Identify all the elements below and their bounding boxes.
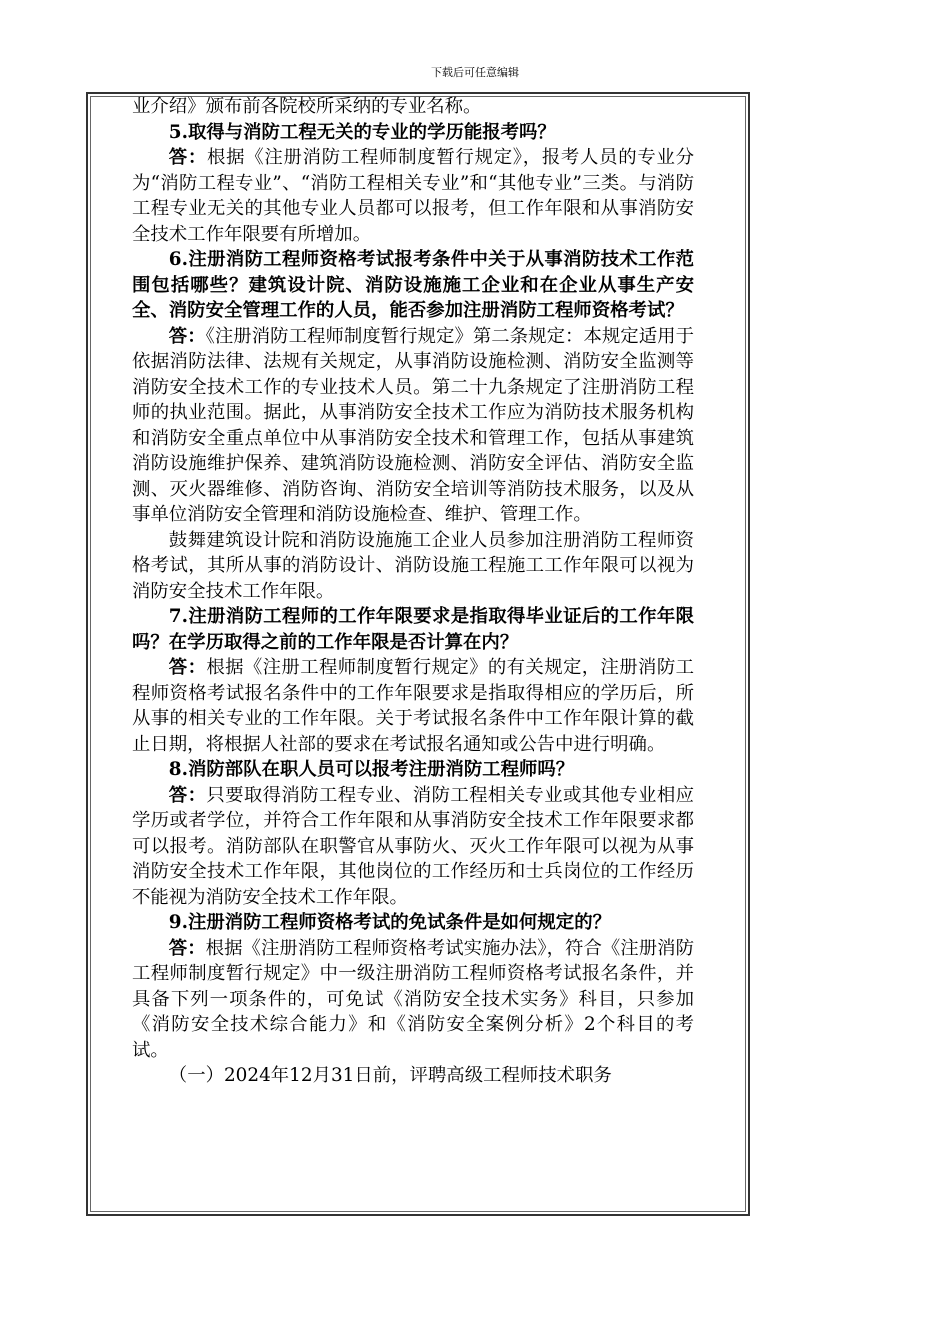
answer-text: 根据《注册工程师制度暂行规定》的有关规定，注册消防工程师资格考试报名条件中的工作年限要求是指取得相应的学历后，所从事的相关专业的工作年限。关于考试报名条件中工作年限计算的截止日期，将根据人社部的要求在考试报名通知或公告中进行明确。 xyxy=(132,657,694,755)
answer-text: 根据《注册消防工程师制度暂行规定》，报考人员的专业分为“消防工程专业”、“消防工程相关专业”和“其他专业”三类。与消防工程专业无关的其他专业人员都可以报考，但工作年限和从事消防安全技术工作年限要有所增加。 xyxy=(132,147,694,245)
answer-7 xyxy=(132,655,694,757)
answer-label: 答： xyxy=(168,784,207,806)
answer-text: 《注册消防工程师制度暂行规定》第二条规定：本规定适用于依据消防法律、法规有关规定，从事消防设施检测、消防安全监测等消防安全技术工作的专业技术人员。第二十九条规定了注册消防工程师的执业范围。据此，从事消防安全技术工作应为消防技术服务机构和消防安全重点单位中从事消防安全技术和管理工作，包括从事建筑消防设施维护保养、建筑消防设施检测、消防安全评估、消防安全监测、灭火器维修、消防咨询、消防安全培训等消防技术服务，以及从事单位消防安全管理和消防设施检查、维护、管理工作。 xyxy=(132,325,694,525)
document-body xyxy=(132,94,694,1089)
answer-label: 答： xyxy=(168,937,206,959)
answer-label: 答： xyxy=(168,657,207,678)
question-8: 8.消防部队在职人员可以报考注册消防工程师吗？ xyxy=(168,759,575,780)
answer-text: 根据《注册消防工程师资格考试实施办法》，符合《注册消防工程师制度暂行规定》中一级注册消防工程师资格考试报名条件，并具备下列一项条件的，可免试《消防安全技术实务》科目，只参加《消防安全技术综合能力》和《消防安全案例分析》2个科目的考试。 xyxy=(132,937,694,1061)
paragraph-item-1: （一）2024年12月31日前，评聘高级工程师技术职务 xyxy=(168,1065,612,1086)
answer-text: 只要取得消防工程专业、消防工程相关专业或其他专业相应学历或者学位，并符合工作年限和从事消防安全技术工作年限要求都可以报考。消防部队在职警官从事防火、灭火工作年限可以视为从事消防安全技术工作年限，其他岗位的工作经历和士兵岗位的工作经历不能视为消防安全技术工作年限。 xyxy=(132,784,694,908)
answer-5 xyxy=(132,145,694,247)
answer-label: 答： xyxy=(168,325,206,347)
paragraph-continuation: 业介绍》颁布前各院校所采纳的专业名称。 xyxy=(132,96,482,117)
question-7: 7.注册消防工程师的工作年限要求是指取得毕业证后的工作年限吗？在学历取得之前的工作年限是否计算在内？ xyxy=(132,606,694,653)
paragraph-encourage: 鼓舞建筑设计院和消防设施施工企业人员参加注册消防工程师资格考试，其所从事的消防设计、消防设施工程施工工作年限可以视为消防安全技术工作年限。 xyxy=(132,529,694,602)
answer-9 xyxy=(132,936,694,1064)
answer-6 xyxy=(132,324,694,528)
answer-8 xyxy=(132,783,694,911)
question-9: 9.注册消防工程师资格考试的免试条件是如何规定的？ xyxy=(168,912,611,933)
page-header: 下载后可任意编辑 xyxy=(431,66,519,79)
answer-label: 答： xyxy=(168,147,208,168)
question-6: 6.注册消防工程师资格考试报考条件中关于从事消防技术工作范围包括哪些？建筑设计院、消防设施施工企业和在企业从事生产安全、消防安全管理工作的人员，能否参加注册消防工程师资格考试？ xyxy=(132,249,694,321)
question-5: 5.取得与消防工程无关的专业的学历能报考吗？ xyxy=(168,121,556,143)
